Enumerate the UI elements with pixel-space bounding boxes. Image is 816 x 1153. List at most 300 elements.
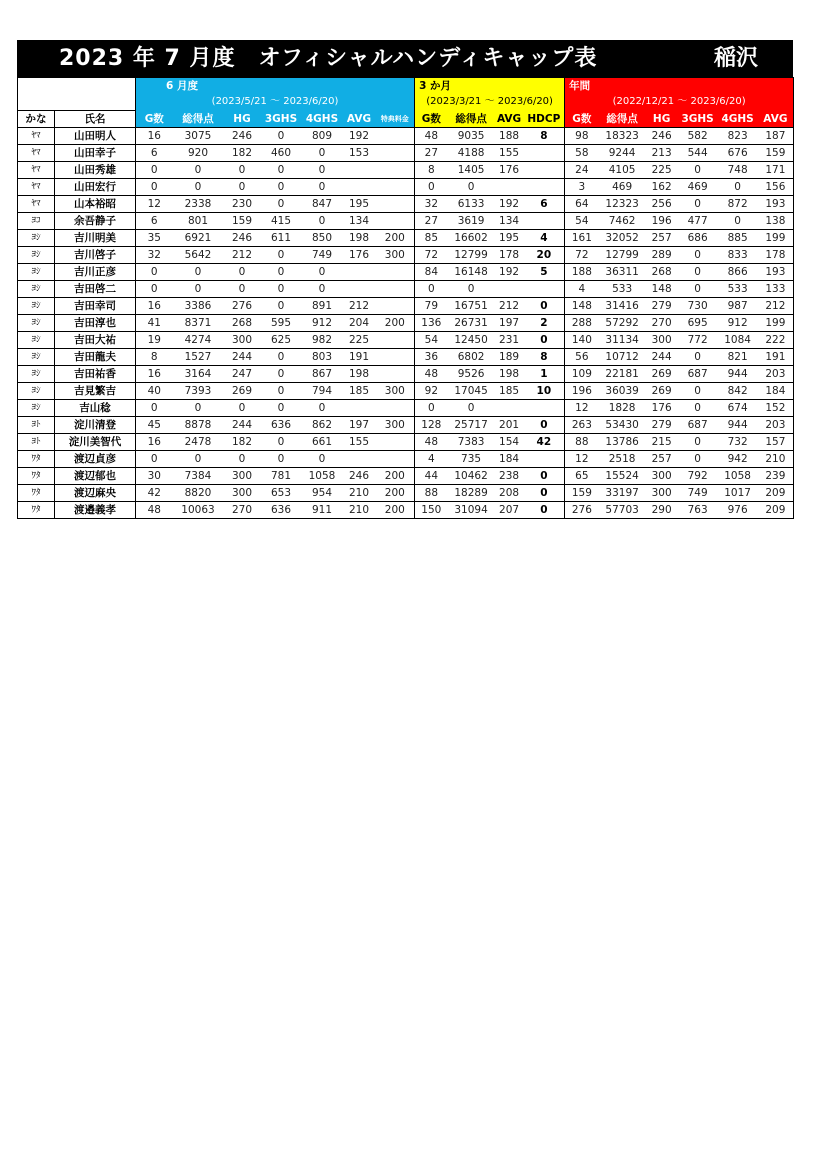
table-cell-AVG: 192	[343, 128, 376, 145]
table-cell-総得点: 9244	[599, 145, 646, 162]
table-cell-HG: 0	[224, 400, 261, 417]
table-cell-AVG: 157	[758, 434, 794, 451]
table-cell-総得点: 36311	[599, 264, 646, 281]
table-cell-AVG	[343, 400, 376, 417]
table-cell-氏名: 吉田大祐	[55, 332, 136, 349]
col-3m-avg: AVG	[495, 111, 524, 128]
table-cell-G数: 64	[565, 196, 599, 213]
table-cell-総得点: 0	[448, 281, 495, 298]
table-cell-総得点: 6133	[448, 196, 495, 213]
table-cell-特典料金: 200	[376, 485, 415, 502]
table-cell-AVG: 188	[495, 128, 524, 145]
table-row	[18, 451, 794, 468]
table-cell-AVG: 193	[758, 196, 794, 213]
table-cell-AVG: 198	[495, 366, 524, 383]
table-cell-総得点: 3619	[448, 213, 495, 230]
table-cell-4GHS: 533	[718, 281, 758, 298]
table-cell-3GHS: 772	[678, 332, 718, 349]
table-cell-総得点: 469	[599, 179, 646, 196]
table-cell-HDCP	[524, 179, 565, 196]
table-row	[18, 366, 794, 383]
table-cell-HDCP	[524, 451, 565, 468]
table-cell-総得点: 26731	[448, 315, 495, 332]
table-cell-AVG: 134	[495, 213, 524, 230]
table-cell-4GHS: 847	[302, 196, 343, 213]
table-cell-総得点: 36039	[599, 383, 646, 400]
table-cell-3GHS: 0	[261, 366, 302, 383]
table-cell-AVG: 201	[495, 417, 524, 434]
table-cell-総得点: 18289	[448, 485, 495, 502]
table-cell-HG: 300	[646, 332, 678, 349]
col-3m-games: G数	[415, 111, 448, 128]
table-cell-特典料金	[376, 349, 415, 366]
table-cell-AVG: 239	[758, 468, 794, 485]
table-cell-G数: 16	[136, 128, 173, 145]
table-cell-G数: 263	[565, 417, 599, 434]
table-cell-HDCP: 20	[524, 247, 565, 264]
table-cell-総得点: 0	[173, 162, 224, 179]
table-cell-総得点: 25717	[448, 417, 495, 434]
table-cell-AVG: 154	[495, 434, 524, 451]
table-cell-G数: 109	[565, 366, 599, 383]
table-cell-4GHS: 0	[302, 179, 343, 196]
table-cell-G数: 27	[415, 213, 448, 230]
table-cell-氏名: 吉川啓子	[55, 247, 136, 264]
table-cell-AVG	[495, 179, 524, 196]
table-cell-総得点: 32052	[599, 230, 646, 247]
page-title: 2023 年 7 月度 オフィシャルハンディキャップ表	[59, 46, 598, 71]
table-cell-G数: 85	[415, 230, 448, 247]
table-cell-4GHS: 944	[718, 417, 758, 434]
table-cell-3GHS: 749	[678, 485, 718, 502]
table-cell-4GHS: 982	[302, 332, 343, 349]
table-cell-HG: 300	[646, 468, 678, 485]
table-cell-HDCP: 2	[524, 315, 565, 332]
table-cell-AVG: 192	[495, 196, 524, 213]
table-cell-総得点: 10712	[599, 349, 646, 366]
table-cell-氏名: 山田明人	[55, 128, 136, 145]
table-cell-総得点: 57292	[599, 315, 646, 332]
table-cell-3GHS: 0	[678, 451, 718, 468]
table-cell-3GHS: 0	[678, 434, 718, 451]
col-year-3ghs: 3GHS	[678, 111, 718, 128]
table-cell-総得点: 10063	[173, 502, 224, 519]
table-cell-AVG: 203	[758, 366, 794, 383]
table-cell-3GHS: 0	[261, 162, 302, 179]
table-cell-氏名: 山田幸子	[55, 145, 136, 162]
table-cell-3GHS: 695	[678, 315, 718, 332]
table-cell-G数: 54	[415, 332, 448, 349]
table-cell-特典料金	[376, 434, 415, 451]
table-cell-G数: 98	[565, 128, 599, 145]
table-cell-AVG: 197	[495, 315, 524, 332]
table-cell-総得点: 31134	[599, 332, 646, 349]
table-row	[18, 332, 794, 349]
table-cell-AVG: 198	[343, 230, 376, 247]
table-cell-かな: ﾔﾏ	[18, 196, 55, 213]
table-cell-3GHS: 0	[678, 162, 718, 179]
table-cell-3GHS: 477	[678, 213, 718, 230]
title-banner	[17, 40, 793, 77]
table-cell-4GHS: 803	[302, 349, 343, 366]
table-cell-総得点: 16602	[448, 230, 495, 247]
table-cell-G数: 48	[136, 502, 173, 519]
table-cell-AVG: 210	[758, 451, 794, 468]
table-cell-AVG: 187	[758, 128, 794, 145]
table-cell-氏名: 山田秀雄	[55, 162, 136, 179]
table-cell-G数: 4	[565, 281, 599, 298]
table-cell-総得点: 12323	[599, 196, 646, 213]
table-cell-HG: 0	[224, 162, 261, 179]
table-cell-G数: 0	[415, 400, 448, 417]
table-cell-AVG: 212	[343, 298, 376, 315]
table-cell-総得点: 1405	[448, 162, 495, 179]
table-cell-AVG: 184	[758, 383, 794, 400]
table-cell-G数: 24	[565, 162, 599, 179]
handicap-table	[17, 77, 794, 519]
table-cell-4GHS: 891	[302, 298, 343, 315]
table-cell-HG: 244	[224, 417, 261, 434]
table-cell-氏名: 渡辺麻央	[55, 485, 136, 502]
table-cell-特典料金: 200	[376, 230, 415, 247]
table-cell-HG: 290	[646, 502, 678, 519]
table-cell-3GHS: 686	[678, 230, 718, 247]
col-year-hg: HG	[646, 111, 678, 128]
col-year-total: 総得点	[599, 111, 646, 128]
table-cell-4GHS: 1058	[718, 468, 758, 485]
table-row	[18, 247, 794, 264]
table-cell-AVG: 210	[343, 502, 376, 519]
table-cell-特典料金	[376, 332, 415, 349]
table-cell-AVG	[495, 400, 524, 417]
table-cell-G数: 30	[136, 468, 173, 485]
table-cell-HDCP: 5	[524, 264, 565, 281]
table-cell-AVG: 203	[758, 417, 794, 434]
table-row	[18, 281, 794, 298]
table-cell-3GHS: 0	[678, 247, 718, 264]
table-cell-かな: ﾖｼ	[18, 400, 55, 417]
table-cell-HG: 276	[224, 298, 261, 315]
three-month-range: (2023/3/21 ～ 2023/6/20)	[415, 94, 565, 111]
table-cell-3GHS: 0	[261, 196, 302, 213]
table-cell-G数: 48	[415, 128, 448, 145]
table-cell-3GHS: 0	[261, 400, 302, 417]
table-cell-総得点: 16751	[448, 298, 495, 315]
table-cell-かな: ﾖｼ	[18, 230, 55, 247]
table-cell-特典料金	[376, 298, 415, 315]
table-cell-HDCP: 6	[524, 196, 565, 213]
col-year-games: G数	[565, 111, 599, 128]
table-cell-かな: ﾖｼ	[18, 366, 55, 383]
table-cell-HG: 213	[646, 145, 678, 162]
table-cell-G数: 8	[136, 349, 173, 366]
table-cell-G数: 12	[565, 400, 599, 417]
table-cell-3GHS: 595	[261, 315, 302, 332]
table-cell-総得点: 0	[173, 179, 224, 196]
table-cell-HG: 182	[224, 434, 261, 451]
table-cell-氏名: 淀川清登	[55, 417, 136, 434]
table-cell-AVG: 191	[343, 349, 376, 366]
table-cell-AVG: 192	[495, 264, 524, 281]
table-cell-4GHS: 867	[302, 366, 343, 383]
table-row	[18, 315, 794, 332]
table-cell-4GHS: 862	[302, 417, 343, 434]
table-row	[18, 485, 794, 502]
table-row	[18, 502, 794, 519]
table-cell-4GHS: 850	[302, 230, 343, 247]
table-cell-G数: 3	[565, 179, 599, 196]
table-cell-4GHS: 1017	[718, 485, 758, 502]
table-cell-3GHS: 687	[678, 366, 718, 383]
table-cell-氏名: 吉田幸司	[55, 298, 136, 315]
table-cell-HG: 215	[646, 434, 678, 451]
table-cell-AVG: 152	[758, 400, 794, 417]
table-cell-AVG: 199	[758, 230, 794, 247]
table-cell-氏名: 山本裕昭	[55, 196, 136, 213]
table-cell-特典料金: 300	[376, 417, 415, 434]
table-cell-HDCP	[524, 281, 565, 298]
table-row	[18, 349, 794, 366]
table-cell-氏名: 吉田龍夫	[55, 349, 136, 366]
table-cell-AVG: 176	[343, 247, 376, 264]
table-cell-G数: 0	[415, 179, 448, 196]
table-cell-3GHS: 792	[678, 468, 718, 485]
table-cell-HG: 0	[224, 451, 261, 468]
table-cell-総得点: 0	[448, 179, 495, 196]
table-cell-G数: 88	[415, 485, 448, 502]
table-cell-AVG: 231	[495, 332, 524, 349]
table-cell-G数: 276	[565, 502, 599, 519]
table-cell-4GHS: 1084	[718, 332, 758, 349]
table-cell-AVG: 191	[758, 349, 794, 366]
table-cell-総得点: 31094	[448, 502, 495, 519]
table-cell-4GHS: 872	[718, 196, 758, 213]
table-cell-AVG: 193	[758, 264, 794, 281]
center-name: 稲沢	[714, 46, 759, 71]
table-cell-G数: 0	[136, 162, 173, 179]
table-cell-総得点: 12450	[448, 332, 495, 349]
table-cell-氏名: 山田宏行	[55, 179, 136, 196]
table-row	[18, 434, 794, 451]
table-cell-AVG: 208	[495, 485, 524, 502]
table-row	[18, 162, 794, 179]
table-cell-3GHS: 415	[261, 213, 302, 230]
table-cell-総得点: 1527	[173, 349, 224, 366]
table-cell-HG: 0	[224, 281, 261, 298]
table-cell-かな: ﾜﾀ	[18, 468, 55, 485]
table-cell-総得点: 12799	[448, 247, 495, 264]
table-cell-4GHS: 987	[718, 298, 758, 315]
table-cell-かな: ﾔﾏ	[18, 179, 55, 196]
table-cell-AVG: 171	[758, 162, 794, 179]
table-cell-HG: 270	[224, 502, 261, 519]
table-cell-HG: 225	[646, 162, 678, 179]
table-cell-G数: 44	[415, 468, 448, 485]
table-cell-HG: 246	[646, 128, 678, 145]
three-month-group-label: 3 か月	[415, 78, 565, 95]
table-cell-G数: 161	[565, 230, 599, 247]
table-cell-HG: 256	[646, 196, 678, 213]
table-row	[18, 417, 794, 434]
table-row	[18, 145, 794, 162]
table-cell-3GHS: 0	[261, 281, 302, 298]
table-cell-AVG: 195	[343, 196, 376, 213]
table-cell-3GHS: 730	[678, 298, 718, 315]
table-cell-総得点: 8878	[173, 417, 224, 434]
table-cell-3GHS: 0	[261, 349, 302, 366]
table-cell-3GHS: 0	[261, 247, 302, 264]
table-cell-氏名: 余吾静子	[55, 213, 136, 230]
table-cell-総得点: 735	[448, 451, 495, 468]
table-cell-総得点: 2518	[599, 451, 646, 468]
table-cell-G数: 72	[565, 247, 599, 264]
table-cell-かな: ﾖｺ	[18, 213, 55, 230]
table-cell-AVG: 178	[758, 247, 794, 264]
table-cell-氏名: 渡辺郁也	[55, 468, 136, 485]
table-cell-AVG: 197	[343, 417, 376, 434]
table-cell-G数: 0	[136, 451, 173, 468]
col-month-3ghs: 3GHS	[261, 111, 302, 128]
table-cell-HDCP	[524, 213, 565, 230]
table-cell-G数: 16	[136, 434, 173, 451]
table-cell-かな: ﾖｼ	[18, 264, 55, 281]
table-cell-HG: 247	[224, 366, 261, 383]
table-cell-AVG: 138	[758, 213, 794, 230]
table-cell-3GHS: 636	[261, 417, 302, 434]
table-cell-3GHS: 636	[261, 502, 302, 519]
table-cell-4GHS: 676	[718, 145, 758, 162]
table-cell-3GHS: 0	[261, 451, 302, 468]
table-cell-3GHS: 582	[678, 128, 718, 145]
table-cell-総得点: 7393	[173, 383, 224, 400]
table-cell-かな: ﾜﾀ	[18, 502, 55, 519]
table-cell-4GHS: 0	[302, 145, 343, 162]
table-cell-氏名: 吉山稔	[55, 400, 136, 417]
table-cell-HG: 268	[224, 315, 261, 332]
table-cell-総得点: 17045	[448, 383, 495, 400]
table-cell-HDCP: 0	[524, 332, 565, 349]
table-cell-特典料金: 200	[376, 502, 415, 519]
table-cell-4GHS: 0	[302, 162, 343, 179]
table-cell-4GHS: 0	[302, 451, 343, 468]
table-cell-G数: 58	[565, 145, 599, 162]
table-cell-かな: ﾖｼ	[18, 383, 55, 400]
table-cell-HDCP	[524, 145, 565, 162]
table-cell-氏名: 吉田祐香	[55, 366, 136, 383]
table-cell-総得点: 4188	[448, 145, 495, 162]
table-cell-G数: 12	[565, 451, 599, 468]
table-cell-G数: 140	[565, 332, 599, 349]
table-row	[18, 298, 794, 315]
table-cell-HG: 0	[224, 179, 261, 196]
table-cell-AVG: 210	[343, 485, 376, 502]
table-cell-特典料金: 200	[376, 468, 415, 485]
table-cell-HDCP: 8	[524, 349, 565, 366]
table-cell-氏名: 吉見繁吉	[55, 383, 136, 400]
table-cell-4GHS: 749	[302, 247, 343, 264]
table-cell-総得点: 4105	[599, 162, 646, 179]
table-cell-G数: 19	[136, 332, 173, 349]
table-cell-G数: 54	[565, 213, 599, 230]
table-cell-特典料金	[376, 196, 415, 213]
table-cell-HG: 300	[646, 485, 678, 502]
table-cell-HG: 176	[646, 400, 678, 417]
table-row	[18, 179, 794, 196]
table-row	[18, 196, 794, 213]
table-cell-AVG: 212	[758, 298, 794, 315]
table-cell-AVG: 246	[343, 468, 376, 485]
table-cell-G数: 65	[565, 468, 599, 485]
table-cell-特典料金	[376, 451, 415, 468]
table-cell-G数: 41	[136, 315, 173, 332]
table-cell-4GHS: 0	[302, 400, 343, 417]
table-row	[18, 383, 794, 400]
blank-corner	[18, 78, 136, 95]
table-cell-4GHS: 944	[718, 366, 758, 383]
table-cell-4GHS: 942	[718, 451, 758, 468]
year-group-label: 年間	[565, 78, 794, 95]
table-cell-G数: 136	[415, 315, 448, 332]
table-cell-3GHS: 544	[678, 145, 718, 162]
table-cell-HG: 269	[646, 383, 678, 400]
table-cell-AVG	[343, 451, 376, 468]
table-cell-HDCP: 0	[524, 417, 565, 434]
table-cell-G数: 45	[136, 417, 173, 434]
table-cell-HDCP	[524, 400, 565, 417]
table-cell-HG: 244	[224, 349, 261, 366]
table-cell-AVG: 209	[758, 485, 794, 502]
table-cell-かな: ﾜﾀ	[18, 451, 55, 468]
table-cell-HG: 148	[646, 281, 678, 298]
col-year-avg: AVG	[758, 111, 794, 128]
table-cell-かな: ﾖｼ	[18, 315, 55, 332]
table-cell-かな: ﾖｼ	[18, 332, 55, 349]
table-cell-特典料金: 300	[376, 383, 415, 400]
table-cell-AVG: 198	[343, 366, 376, 383]
table-cell-氏名: 渡邉義孝	[55, 502, 136, 519]
table-cell-3GHS: 0	[261, 434, 302, 451]
table-cell-3GHS: 0	[261, 128, 302, 145]
table-cell-総得点: 0	[448, 400, 495, 417]
table-cell-4GHS: 0	[302, 281, 343, 298]
table-cell-HG: 300	[224, 485, 261, 502]
table-cell-G数: 0	[136, 400, 173, 417]
table-cell-HG: 246	[224, 128, 261, 145]
table-row	[18, 128, 794, 145]
table-cell-総得点: 7384	[173, 468, 224, 485]
table-cell-4GHS: 842	[718, 383, 758, 400]
table-cell-総得点: 18323	[599, 128, 646, 145]
table-cell-AVG: 133	[758, 281, 794, 298]
table-cell-かな: ﾖｼ	[18, 349, 55, 366]
table-cell-HG: 269	[646, 366, 678, 383]
table-cell-AVG: 225	[343, 332, 376, 349]
table-cell-総得点: 6921	[173, 230, 224, 247]
table-cell-HG: 0	[224, 264, 261, 281]
table-cell-AVG: 155	[495, 145, 524, 162]
table-cell-HDCP: 8	[524, 128, 565, 145]
table-cell-3GHS: 0	[261, 298, 302, 315]
table-cell-AVG: 153	[343, 145, 376, 162]
table-cell-HG: 159	[224, 213, 261, 230]
table-cell-3GHS: 0	[261, 179, 302, 196]
table-cell-G数: 32	[136, 247, 173, 264]
table-row	[18, 264, 794, 281]
table-cell-G数: 48	[415, 366, 448, 383]
table-cell-HG: 182	[224, 145, 261, 162]
table-cell-4GHS: 794	[302, 383, 343, 400]
table-cell-特典料金	[376, 179, 415, 196]
